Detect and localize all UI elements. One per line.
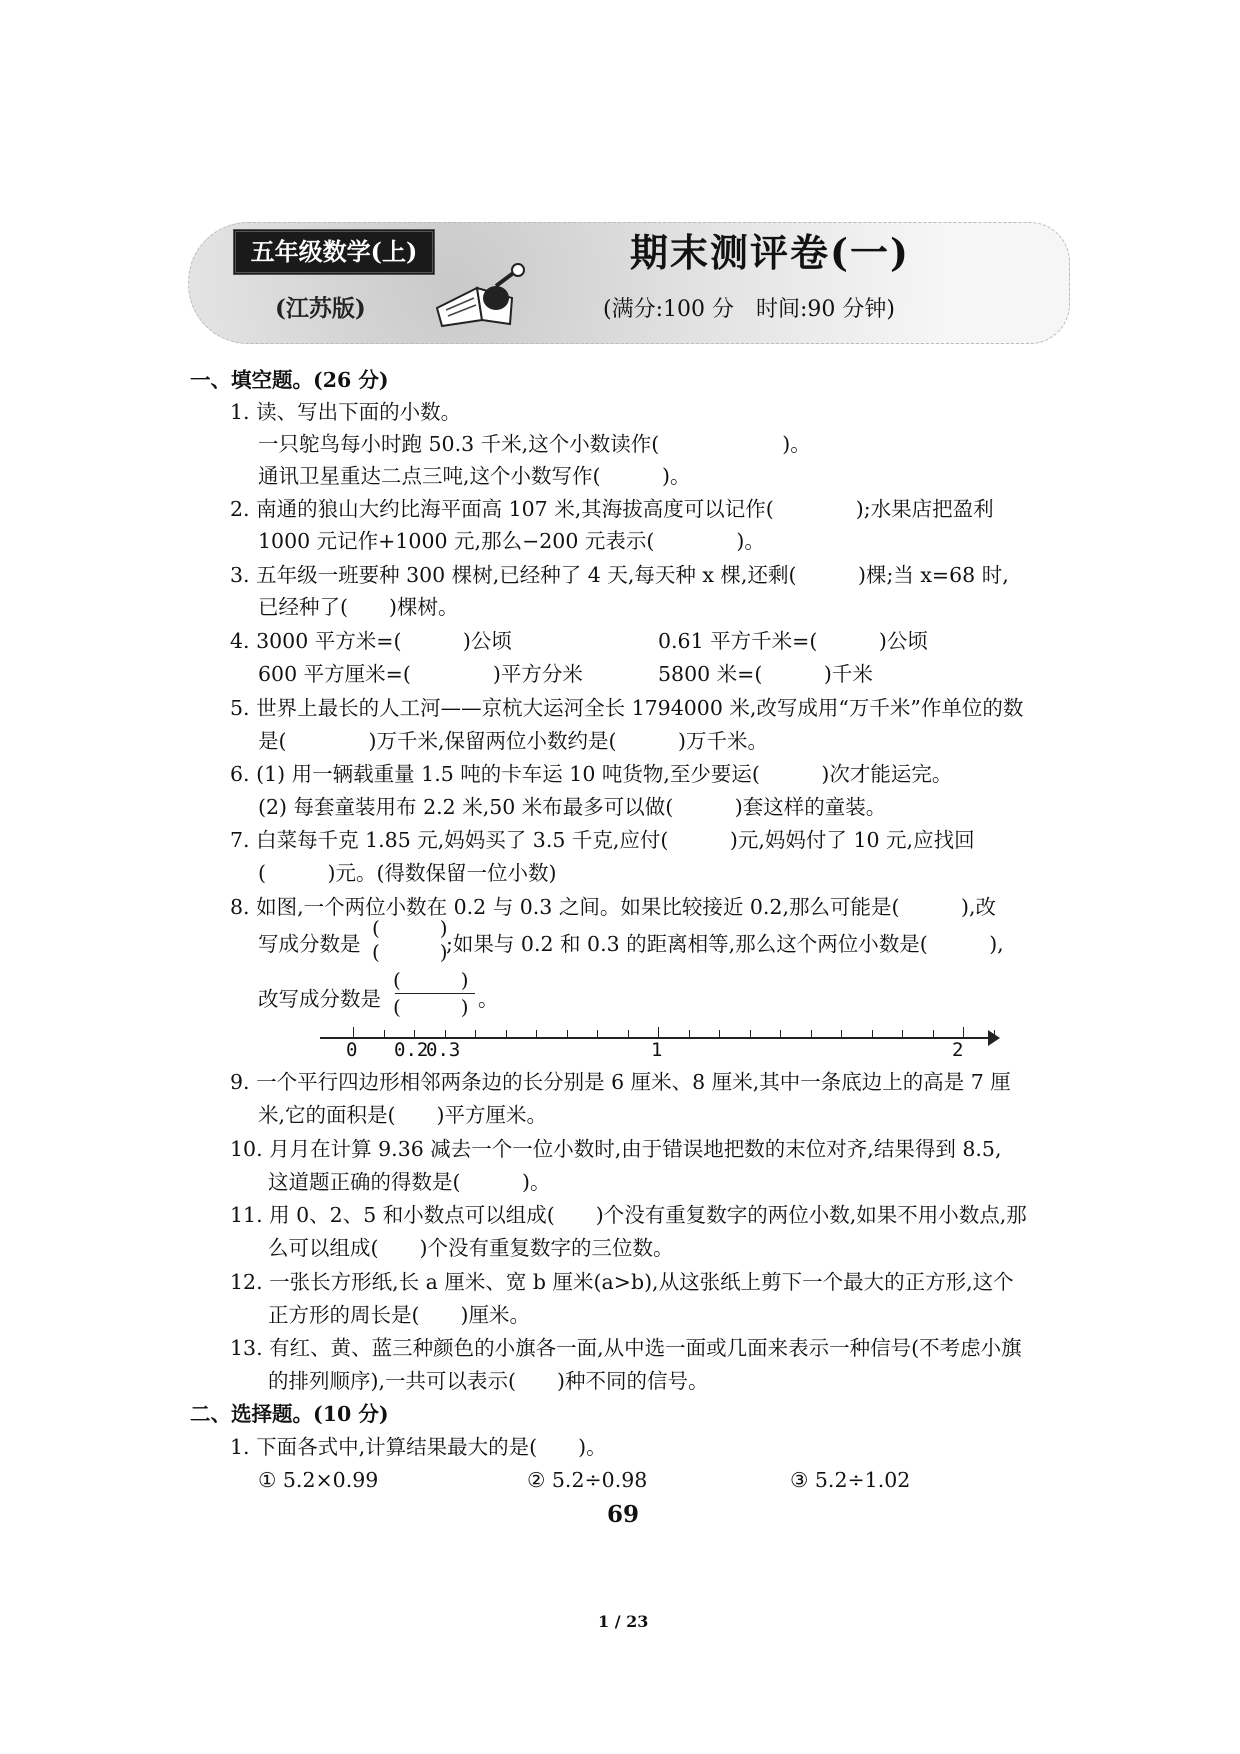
number-line-tick — [658, 1027, 659, 1037]
choice-option-2: ② 5.2÷0.98 — [527, 1468, 648, 1492]
nl-label-0: 0 — [346, 1039, 358, 1061]
question-2-line-2: 1000 元记作+1000 元,那么−200 元表示( )。 — [258, 529, 765, 553]
number-line-tick — [628, 1030, 629, 1037]
number-line-tick — [841, 1030, 842, 1037]
number-line-tick — [689, 1030, 690, 1037]
number-line-tick — [567, 1030, 568, 1037]
fraction-numerator-1: ( ) — [372, 916, 448, 940]
question-4-left: 4. 3000 平方米=( )公顷 — [230, 629, 512, 653]
question-8-line-2-end: ;如果与 0.2 和 0.3 的距离相等,那么这个两位小数是( ), — [446, 932, 1004, 956]
question-1-line-2: 一只鸵鸟每小时跑 50.3 千米,这个小数读作( )。 — [258, 432, 811, 456]
choice-option-3: ③ 5.2÷1.02 — [790, 1468, 911, 1492]
number-line-tick — [384, 1030, 385, 1037]
number-line-tick — [506, 1030, 507, 1037]
number-line-tick — [536, 1030, 537, 1037]
number-line-tick — [872, 1030, 873, 1037]
question-4-right: 0.61 平方千米=( )公顷 — [658, 629, 928, 653]
number-line-tick — [719, 1030, 720, 1037]
question-9: 9. 一个平行四边形相邻两条边的长分别是 6 厘米、8 厘米,其中一条底边上的高是 7 厘 — [230, 1070, 1011, 1094]
question-3: 3. 五年级一班要种 300 棵树,已经种了 4 天,每天种 x 棵,还剩( )棵;当 x=68 时, — [230, 563, 1009, 587]
question-5: 5. 世界上最长的人工河——京杭大运河全长 1794000 米,改写成用“万千米”作单位的数 — [230, 696, 1024, 720]
question-4-left-2: 600 平方厘米=( )平方分米 — [258, 662, 583, 686]
fraction-denominator-2: ( ) — [393, 995, 469, 1019]
number-line-tick — [933, 1030, 934, 1037]
nl-label-1: 1 — [651, 1039, 663, 1061]
number-line-tick — [811, 1030, 812, 1037]
question-3-line-2: 已经种了( )棵树。 — [258, 595, 459, 619]
section-choice-heading: 二、选择题。(10 分) — [190, 1402, 389, 1426]
fraction-bar — [395, 993, 475, 994]
question-1: 1. 读、写出下面的小数。 — [230, 400, 462, 424]
question-10-line-2: 这道题正确的得数是( )。 — [268, 1170, 551, 1194]
question-13: 13. 有红、黄、蓝三种颜色的小旗各一面,从中选一面或几面来表示一种信号(不考虑小旗 — [230, 1336, 1022, 1360]
number-line-tick — [597, 1030, 598, 1037]
exam-title: 期末测评卷(一) — [630, 230, 910, 275]
question-8: 8. 如图,一个两位小数在 0.2 与 0.3 之间。如果比较接近 0.2,那么可能是( ),改 — [230, 895, 997, 919]
fraction-denominator-1: ( ) — [372, 940, 448, 964]
number-line-tick — [353, 1027, 354, 1037]
question-2: 2. 南通的狼山大约比海平面高 107 米,其海拔高度可以记作( );水果店把盈利 — [230, 497, 994, 521]
nl-label-0.3: 0.3 — [426, 1039, 461, 1061]
question-6: 6. (1) 用一辆载重量 1.5 吨的卡车运 10 吨货物,至少要运( )次才能运完。 — [230, 762, 953, 786]
number-line-tick — [902, 1030, 903, 1037]
number-line-tick — [414, 1030, 415, 1037]
question-10: 10. 月月在计算 9.36 减去一个一位小数时,由于错误地把数的末位对齐,结果得到 8.5, — [230, 1137, 1002, 1161]
question-13-line-2: 的排列顺序),一共可以表示( )种不同的信号。 — [268, 1369, 709, 1393]
question-8-line-2-start: 写成分数是 — [258, 932, 361, 956]
nl-label-2: 2 — [952, 1039, 964, 1061]
number-line-tick — [750, 1030, 751, 1037]
book-icon — [432, 258, 532, 328]
question-4-right-2: 5800 米=( )千米 — [658, 662, 873, 686]
question-9-line-2: 米,它的面积是( )平方厘米。 — [258, 1103, 548, 1127]
question-7: 7. 白菜每千克 1.85 元,妈妈买了 3.5 千克,应付( )元,妈妈付了 10 元,应找回 — [230, 828, 975, 852]
question-1-line-3: 通讯卫星重达二点三吨,这个小数写作( )。 — [258, 464, 691, 488]
question-7-line-2: ( )元。(得数保留一位小数) — [258, 861, 557, 885]
number-line-tick — [475, 1030, 476, 1037]
question-12-line-2: 正方形的周长是( )厘米。 — [268, 1303, 530, 1327]
choice-question-1: 1. 下面各式中,计算结果最大的是( )。 — [230, 1435, 607, 1459]
number-line-tick — [963, 1027, 964, 1037]
page-number: 69 — [607, 1501, 640, 1528]
question-8-line-3: 改写成分数是 — [258, 987, 381, 1011]
grade-label: 五年级数学(上) — [233, 229, 435, 275]
question-6-line-2: (2) 每套童装用布 2.2 米,50 米布最多可以做( )套这样的童装。 — [258, 795, 887, 819]
number-line-tick — [445, 1030, 446, 1037]
edition-label: (江苏版) — [275, 295, 366, 322]
exam-subtitle: (满分:100 分 时间:90 分钟) — [603, 297, 895, 322]
question-11-line-2: 么可以组成( )个没有重复数字的三位数。 — [268, 1236, 674, 1260]
question-12: 12. 一张长方形纸,长 a 厘米、宽 b 厘米(a>b),从这张纸上剪下一个最大的正方形,这个 — [230, 1270, 1014, 1294]
fraction-numerator-2: ( ) — [393, 968, 469, 992]
page-count: 1 / 23 — [598, 1612, 649, 1631]
question-11: 11. 用 0、2、5 和小数点可以组成( )个没有重复数字的两位小数,如果不用小数点,那 — [230, 1203, 1027, 1227]
section-fill-heading: 一、填空题。(26 分) — [190, 368, 389, 392]
question-8-dot: 。 — [478, 987, 499, 1011]
nl-label-0.2: 0.2 — [394, 1039, 429, 1061]
number-line-tick — [994, 1030, 995, 1037]
question-5-line-2: 是( )万千米,保留两位小数约是( )万千米。 — [258, 729, 769, 753]
choice-option-1: ① 5.2×0.99 — [258, 1468, 379, 1492]
number-line-tick — [780, 1030, 781, 1037]
